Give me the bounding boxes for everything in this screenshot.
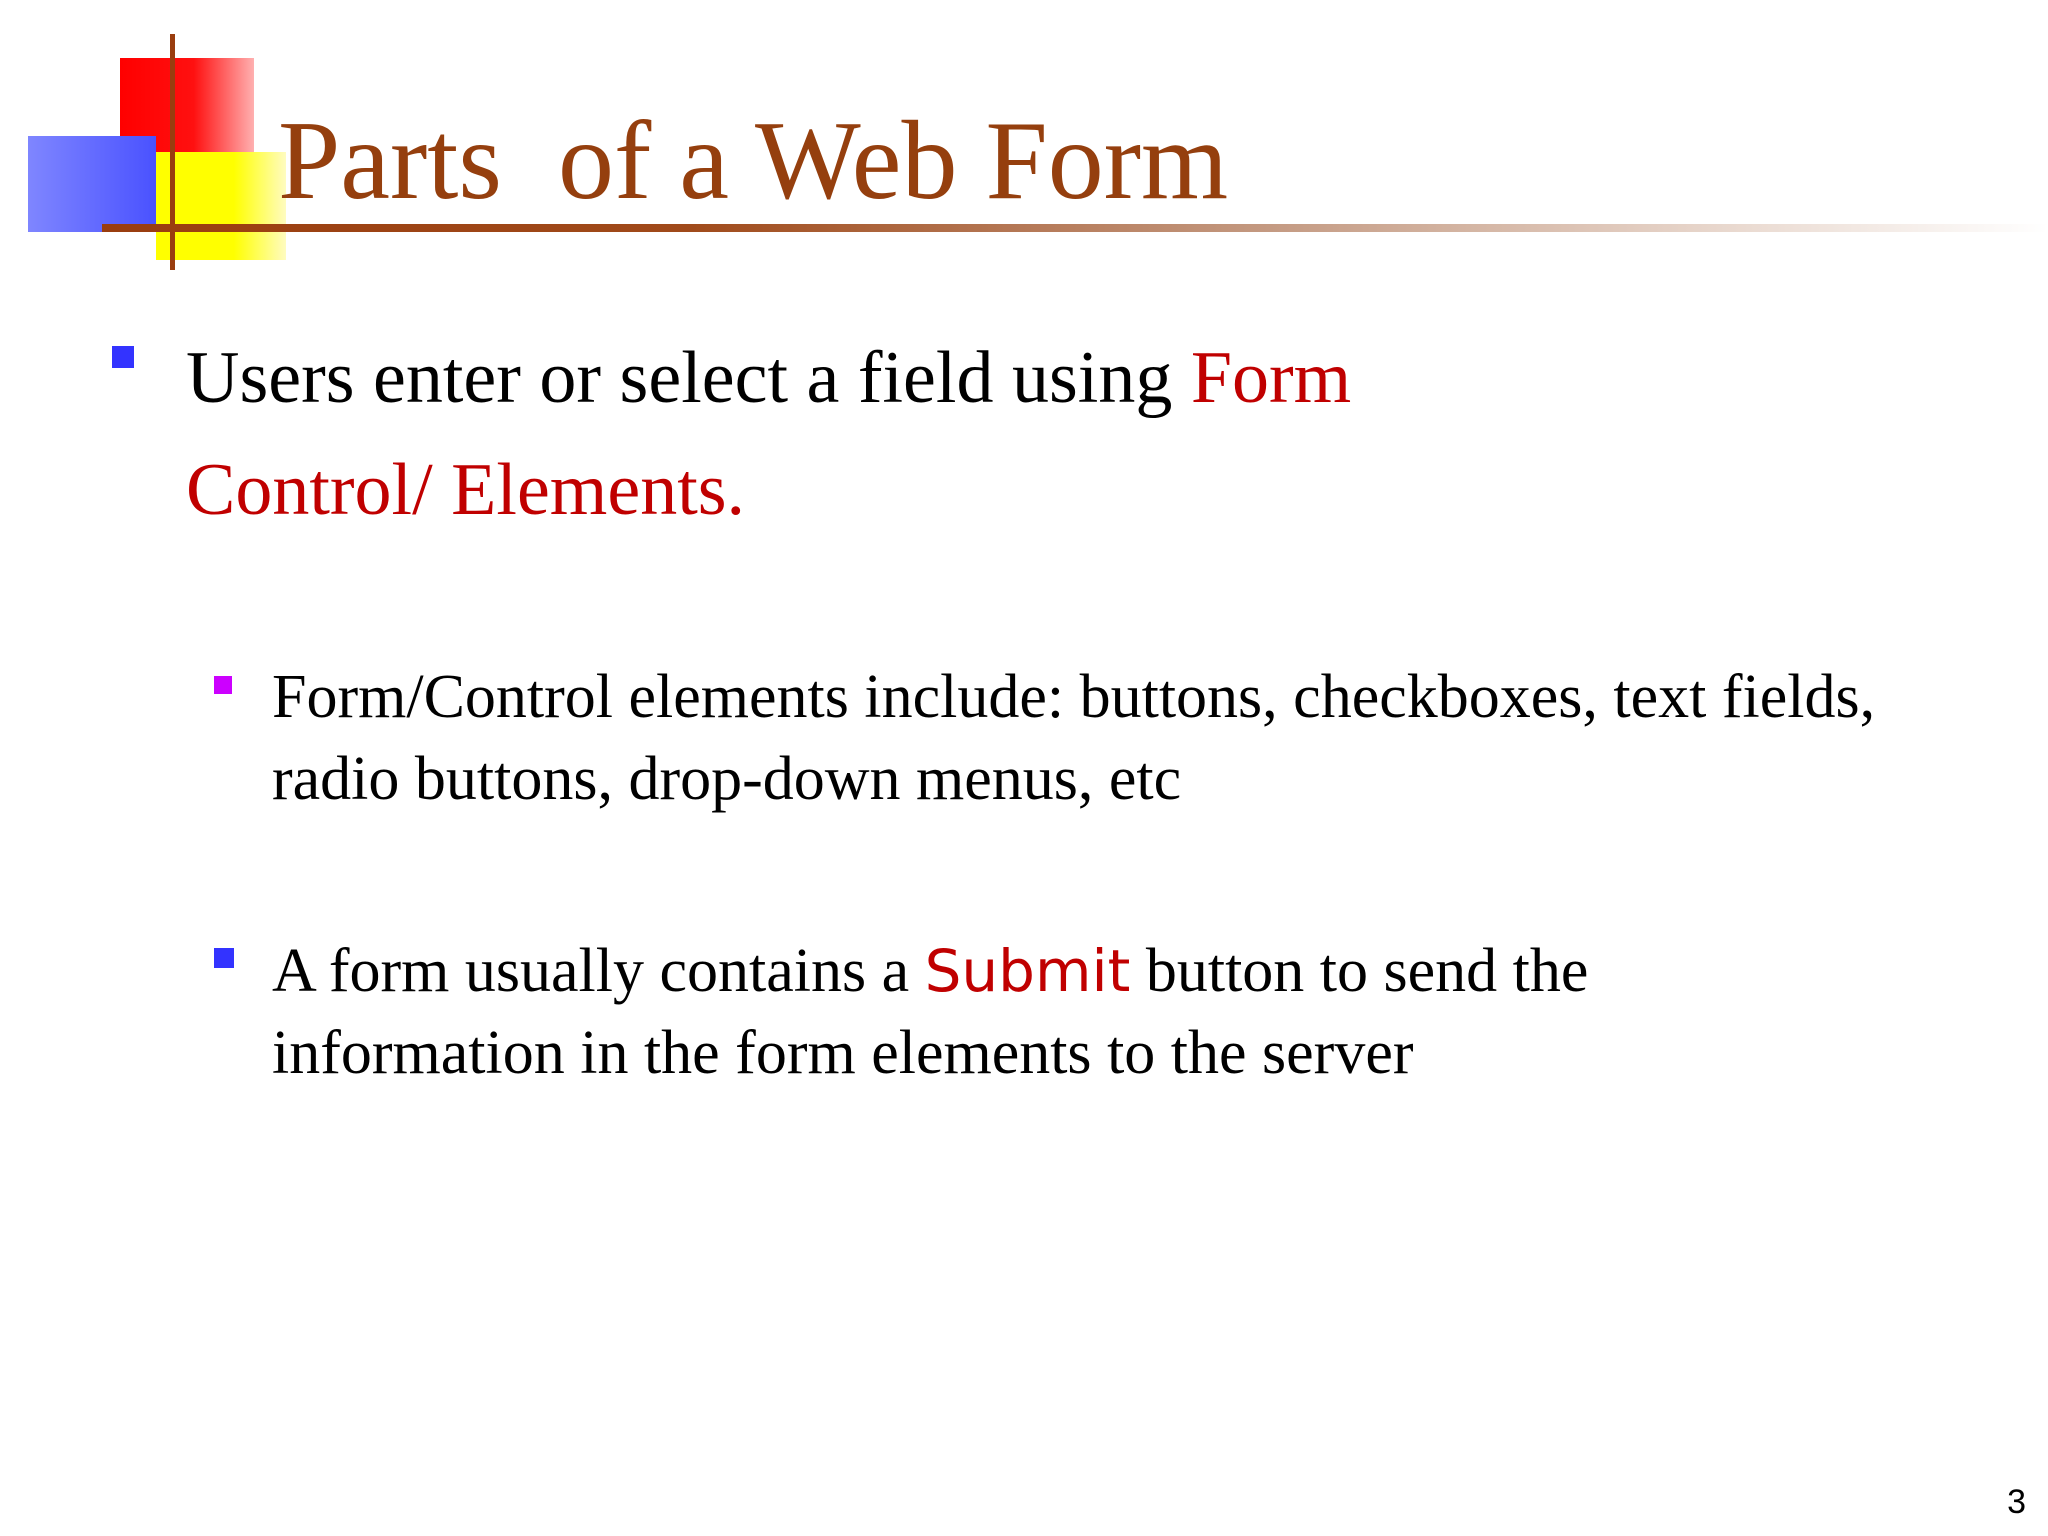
bullet-3-text-before: A form usually contains a <box>272 937 925 1005</box>
decor-yellow-square <box>156 152 286 260</box>
bullet-item-1 <box>186 322 1486 546</box>
page-number: 3 <box>2007 1483 2026 1521</box>
bullet-1-text: Users enter or select a field using <box>186 337 1191 419</box>
sub-bullet-square-icon <box>214 948 234 968</box>
bullet-square-icon <box>112 346 134 368</box>
bullet-item-3 <box>272 930 1892 1094</box>
bullet-3-text-after: button to send the information in the form elements to the server <box>272 937 1589 1087</box>
sub-bullet-square-icon <box>214 676 232 694</box>
title-underline-rule <box>102 224 2048 232</box>
decor-blue-square <box>28 136 156 232</box>
bullet-3-highlight: Submit <box>924 937 1131 1005</box>
bullet-1-highlight: Form Control/ Elements. <box>186 337 1352 531</box>
decor-vertical-rule <box>170 34 175 270</box>
bullet-item-2: Form/Control elements include: buttons, checkboxes, text fields, radio buttons, drop-down menus, etc <box>272 663 1876 813</box>
slide-title: Parts of a Web Form <box>278 99 1229 223</box>
